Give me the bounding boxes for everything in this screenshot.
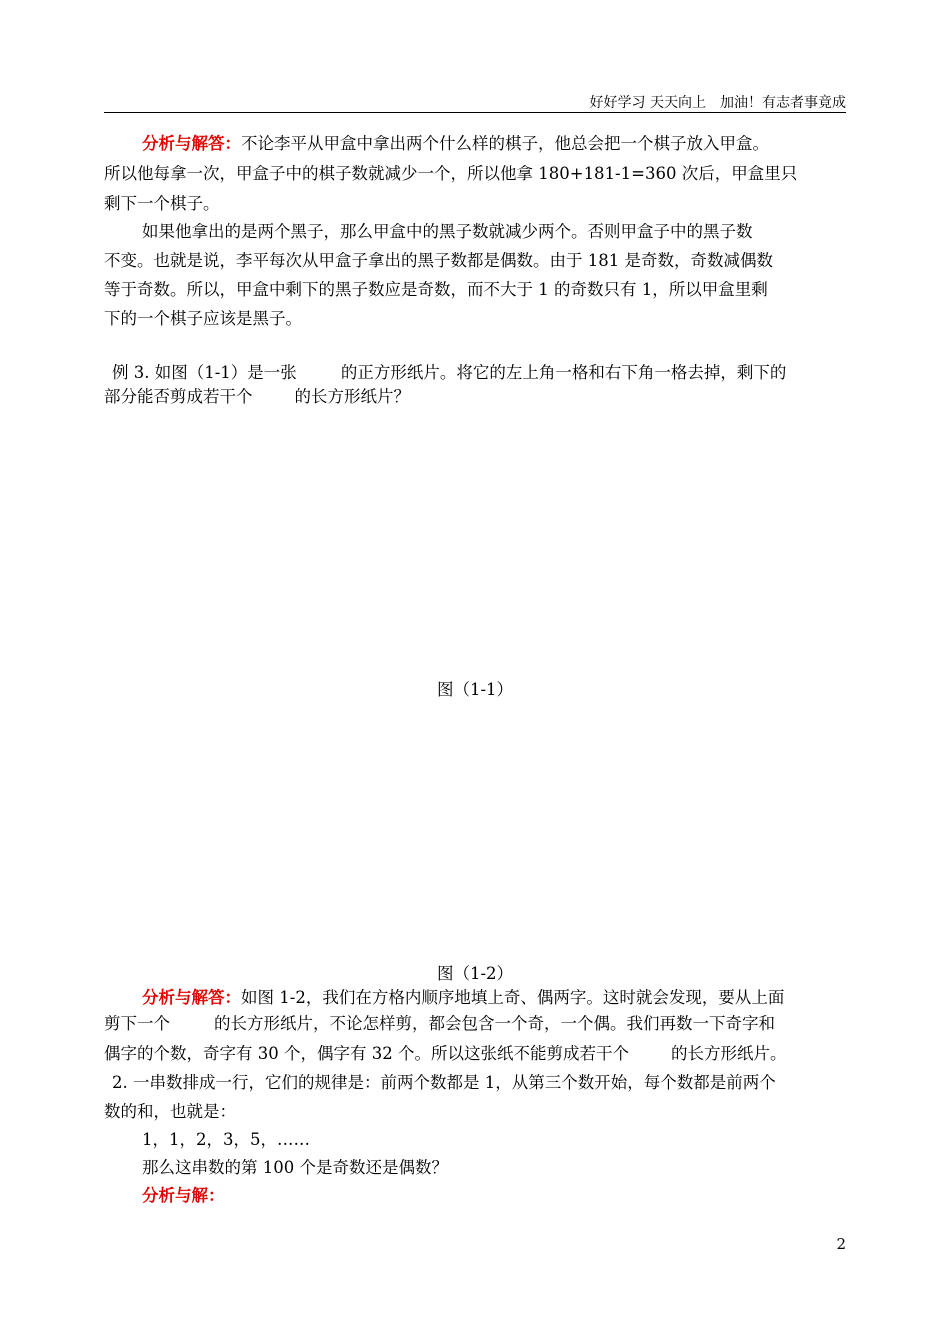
para3-line-3 [104,1044,786,1064]
para2-line-1: 如果他拿出的是两个黑子，那么甲盒中的黑子数就减少两个。否则甲盒子中的黑子数 [142,222,753,241]
para2-line-2: 不变。也就是说，李平每次从甲盒子拿出的黑子数都是偶数。由于 181 是奇数，奇数减偶数 [104,251,773,270]
analysis-label: 分析与解答： [142,134,241,153]
problem-2-line-1: 2. 一串数排成一行，它们的规律是：前两个数都是 1，从第三个数开始，每个数都是前两个 [112,1073,776,1092]
problem-2-line-2: 数的和，也就是： [104,1102,236,1121]
text-span: 剪下一个 [104,1014,170,1033]
solution-label: 分析与解： [142,1186,225,1205]
para2-line-3: 等于奇数。所以，甲盒中剩下的黑子数应是奇数，而不大于 1 的奇数只有 1，所以甲盒里剩 [104,280,768,299]
figure-1-2-caption: 图（1-2） [436,964,514,983]
analysis-line-3: 剩下一个棋子。 [104,194,220,213]
text-span: 的长方形纸片？ [294,387,410,406]
para3-line-2 [104,1014,775,1034]
question-line: 那么这串数的第 100 个是奇数还是偶数？ [142,1158,448,1177]
text-span: 不论李平从甲盒中拿出两个什么样的棋子，他总会把一个棋子放入甲盒。 [241,134,769,153]
text-span: 偶字的个数，奇字有 30 个，偶字有 32 个。所以这张纸不能剪成若干个 [104,1044,629,1063]
text-span: 的长方形纸片，不论怎样剪，都会包含一个奇，一个偶。我们再数一下奇字和 [214,1014,775,1033]
para3-line-1 [142,988,784,1008]
analysis-line-1 [142,134,769,154]
text-span: 例 3. 如图（1-1）是一张 [112,363,297,382]
text-span: 如图 1-2，我们在方格内顺序地填上奇、偶两字。这时就会发现，要从上面 [241,988,785,1007]
text-span: 部分能否剪成若干个 [104,387,253,406]
header-motto: 好好学习 天天向上 加油！有志者事竟成 [589,95,846,111]
analysis-label: 分析与解答： [142,988,241,1007]
sequence-line: 1，1，2，3，5，…… [142,1130,310,1149]
para2-line-4: 下的一个棋子应该是黑子。 [104,309,302,328]
analysis-line-2: 所以他每拿一次，甲盒子中的棋子数就减少一个，所以他拿 180+181-1=360 次后，甲盒里只 [104,164,798,183]
page-number: 2 [836,1235,846,1253]
header-divider [104,112,846,113]
text-span: 的长方形纸片。 [670,1044,787,1063]
example-3-line-2 [104,387,410,407]
text-span: 的正方形纸片。将它的左上角一格和右下角一格去掉，剩下的 [340,363,787,382]
example-3-line-1 [112,363,786,383]
figure-1-1-caption: 图（1-1） [436,680,514,699]
